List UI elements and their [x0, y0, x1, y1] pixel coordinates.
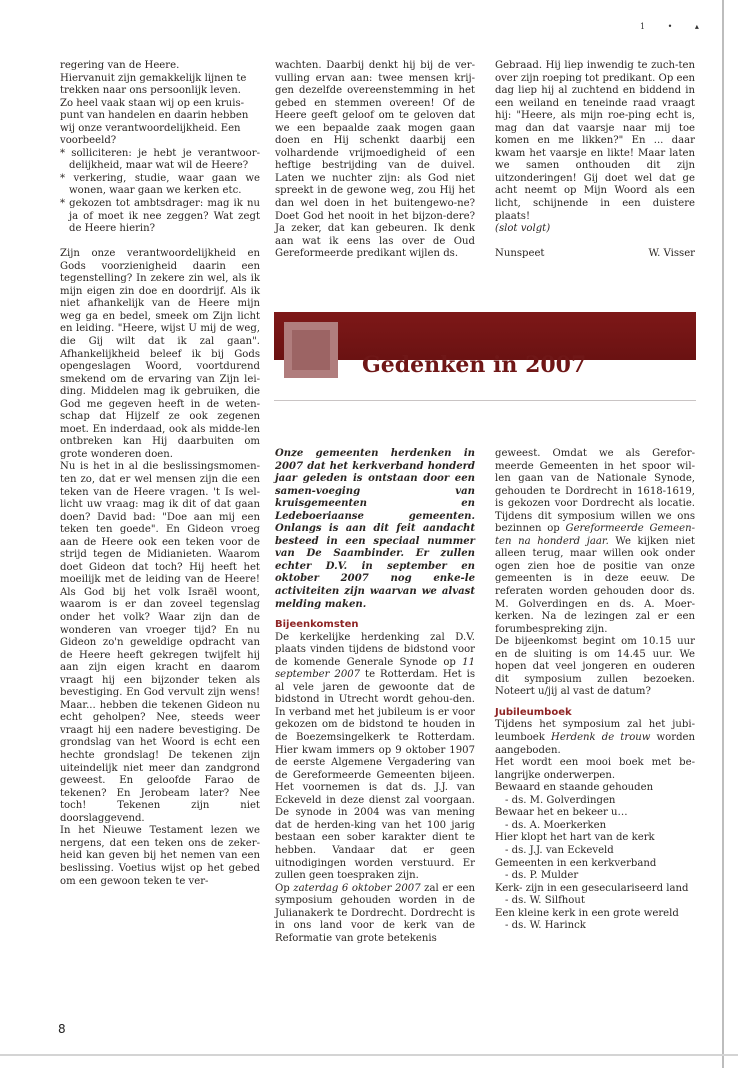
scan-edge-bottom: [0, 1054, 738, 1056]
signature: [495, 248, 695, 261]
subheading-bijeenkomsten: Bijeenkomsten: [275, 619, 359, 631]
bullet-item: * verkering, studie, waar gaan we wonen, waar gaan we kerken etc.: [60, 172, 260, 197]
article-title: Gedenken in 2007: [362, 352, 587, 378]
paragraph: Het wordt een mooi boek met be-langrijke onderwerpen.: [495, 757, 695, 781]
topic-author: - ds. A. Moerkerken: [505, 819, 607, 831]
paragraph: De bijeenkomst begint om 10.15 uur en de sluiting is om 14.45 uur. We hopen dat veel jongeren en ouderen dit symposium zullen bezoeken. Noteert u/jij al vast de datum?: [495, 636, 695, 698]
topic-author: - ds. M. Golverdingen: [505, 794, 616, 806]
paragraph: Zijn onze verantwoordelijkheid en Gods voorzienigheid daarin een tegenstelling? In zekere zin wel, als ik mijn eigen zin doe en doordrijf. Als ik niet afhankelijk van de Heere mijn weg ga en bedel, smeek om Zijn licht en leiding. "Heere, wijst U mij de weg, die Gij wilt dat ik zal gaan". Afhankelijkheid beleef ik bij Gods opengeslagen Woord, voortdurend smekend om de ervaring van Zijn lei-ding. Middelen mag ik gebruiken, die God me gegeven heeft in de weten-schap dat Hijzelf ze ook zegenen moet. En inderdaad, ook als midde-len ontbreken kan Hij daarbuiten om grote wonderen doen.: [60, 248, 260, 460]
topic-title: Kerk- zijn in een geseculariseerd land: [495, 882, 689, 894]
date-text: zaterdag 6 oktober 2007: [293, 882, 421, 894]
page-number: 8: [58, 1022, 66, 1036]
text-line: punt van handelen en daarin hebben: [60, 110, 249, 122]
bullet-item: * solliciteren: je hebt je verantwoor-delijkheid, maar wat wil de Heere?: [60, 147, 260, 172]
paragraph: Op zaterdag 6 oktober 2007 zal er een symposium gehouden worden in de Julianakerk te Dordrecht. Dordrecht is in ons land voor de kerk van de Reformatie van grote betekenis: [275, 882, 476, 944]
title-rule: [274, 400, 696, 401]
paragraph: De kerkelijke herdenking zal D.V. plaats vinden tijdens de bidstond voor de komende Generale Synode op 11 september 2007 te Rotterdam. Het is al vele jaren de gewoonte dat de bidstond in Utrecht wordt gehou-den. In verband met het jubileum is er voor gekozen om de bidstond te houden in de Boezemsingelkerk te Rotterdam. Hier kwam immers op 9 oktober 1907 de eerste Algemene Vergadering van de Gereformeerde Gemeenten bijeen. Het voornemen is dat ds. J.J. van Eckeveld in deze dienst zal voorgaan. De synode in 2004 was van mening dat de herden-king van het 100 jarig bestaan een sober karakter dient te hebben. Vandaar dat er geen uitnodigingen worden verstuurd. Er zullen geen toespraken zijn.: [275, 631, 475, 882]
closing-note: (slot volgt): [495, 223, 551, 235]
paragraph: wachten. Daarbij denkt hij bij de ver-vulling ervan aan: twee mensen krij-gen dezelfde overeenstemming in het gebed en stemmen overeen! Of de Heere geeft geloof om te geloven dat we een bepaalde zaak mogen gaan doen en Hij schenkt daarbij een volhardende vrijmoedigheid of een heftige bestrijding van de duivel. Laten we nuchter zijn: als God niet spreekt in de gewone weg, zou Hij het dan wel doen in het buitengewo-ne? Doet God het nooit in het bijzon-dere? Ja zeker, dat kan gebeuren. Ik denk aan wat ik eens las over de Oud Gereformeerde predikant wijlen ds.: [275, 60, 475, 260]
signature-place: Nunspeet: [495, 248, 545, 260]
column-5: [495, 448, 695, 933]
topic-title: Een kleine kerk in een grote wereld: [495, 907, 679, 919]
column-1: [60, 60, 260, 888]
topic-author: - ds. P. Mulder: [505, 870, 579, 882]
scan-edge-right: [722, 0, 724, 1068]
column-2: [275, 60, 475, 261]
topic-title: Hier klopt het hart van de kerk: [495, 832, 655, 844]
signature-author: W. Visser: [648, 248, 695, 260]
paragraph: In het Nieuwe Testament lezen we nergens, dat een teken ons de zeker-heid kan geven bij het nemen van een beslissing. Voetius wijst op het gebed om een gewoon teken te ver-: [60, 825, 260, 887]
text-line: voorbeeld?: [60, 135, 117, 147]
bullet-item: * gekozen tot ambtsdrager: mag ik nu ja of moet ik nee zeggen? Wat zegt de Heere hierin?: [60, 198, 260, 235]
article-intro: Onze gemeenten herdenken in 2007 dat het kerkverband honderd jaar geleden is ontstaan door een samen-voeging van kruisgemeenten en Ledeboeriaanse gemeenten. Onlangs is aan dit feit aandacht besteed in een speciaal nummer van De Saambinder. Er zullen echter D.V. in september en oktober 2007 nog enke-le activiteiten zijn waarvan we alvast melding maken.: [275, 448, 475, 610]
column-3: [495, 60, 695, 261]
topic-title: Bewaar het en bekeer u…: [495, 807, 628, 819]
paragraph: Nu is het in al die beslissingsmomen-ten zo, dat er wel mensen zijn die een teken van de Heere vragen. 't Is wel-licht uw vraag: mag ik dit of dat gaan doen? David bad: "Doe aan mij een teken ten goede". En Gideon vroeg aan de Heere ook een teken voor de strijd tegen de Midianieten. Waarom doet Gideon dat toch? Hij heeft het moeilijk met de leiding van de Heere! Als God bij het volk Israël woont, waarom is er dan zoveel tegenslag onder het volk? Waar zijn dan de wonderen van vroeger tijd? En nu Gideon zo'n geweldige opdracht van de Heere heeft gekregen twijfelt hij aan zijn eigen kracht en daarom vraagt hij een bijzonder teken als bevestiging. En God vervult zijn wens! Maar... hebben die tekenen Gideon nu echt geholpen? Nee, steeds weer vraagt hij een nadere bevestiging. De grondslag van het Woord is echt een hechte grondslag! De tekenen zijn uiteindelijk niet meer dan zandgrond geweest. En geloofde Farao de tekenen? En Jerobeam later? Nee toch! Tekenen zijn niet doorslaggevend.: [60, 461, 260, 824]
subheading-jubileumboek: Jubileumboek: [495, 706, 572, 718]
topic-author: - ds. J.J. van Eckeveld: [505, 844, 614, 856]
text-line: wij onze verantwoordelijkheid. Een: [60, 122, 241, 134]
text-line: trekken naar ons persoonlijk leven.: [60, 85, 241, 97]
paragraph: Tijdens het symposium zal het jubi-leumboek Herdenk de trouw worden aangeboden.: [495, 719, 696, 756]
column-4: [275, 448, 475, 945]
text-line: Hiervanuit zijn gemakkelijk lijnen te: [60, 72, 247, 84]
topic-author: - ds. W. Silfhout: [505, 895, 585, 907]
theme-text: Gereformeerde Gemeen-ten na honderd jaar.: [495, 523, 695, 547]
corner-marks: 1 • ▴: [640, 22, 709, 31]
text-line: Zo heel vaak staan wij op een kruis-: [60, 97, 245, 109]
date-text: 11 september 2007: [275, 656, 475, 681]
paragraph: Gebraad. Hij liep inwendig te zuch-ten over zijn roeping tot predikant. Op een dag liep hij al zuchtend en biddend in een weiland en teneinde raad vraagt hij: "Heere, als mijn roe-ping echt is, mag dan dat vaarsje naar mij toe komen en me likken?" En ... daar kwam het vaarsje en likte! Maar laten we samen onthouden dit zijn uitzonderingen! Gij doet wel dat ge acht neemt op Mijn Woord als een licht, schijnende in een duistere plaats!: [495, 60, 695, 222]
banner-square-inner: [292, 330, 330, 370]
topic-title: Gemeenten in een kerkverband: [495, 857, 657, 869]
topic-title: Bewaard en staande gehouden: [495, 782, 654, 794]
book-title: Herdenk de trouw: [551, 732, 651, 744]
text-line: regering van de Heere.: [60, 60, 180, 71]
topic-author: - ds. W. Harinck: [505, 920, 586, 932]
paragraph: geweest. Omdat we als Gerefor-meerde Gemeenten in het spoor wil-len gaan van de Nationale Synode, gehouden te Dordrecht in 1618-1619, is gekozen voor Dordrecht als locatie. Tijdens dit symposium willen we ons bezinnen op Gereformeerde Gemeen-ten na honderd jaar. We kijken niet alleen terug, maar willen ook onder ogen zien hoe de positie van onze gemeenten is in deze eeuw. De referaten worden gehouden door ds. M. Golverdingen en ds. A. Moer-kerken. Na de lezingen zal er een forumbespreking zijn.: [495, 448, 695, 635]
